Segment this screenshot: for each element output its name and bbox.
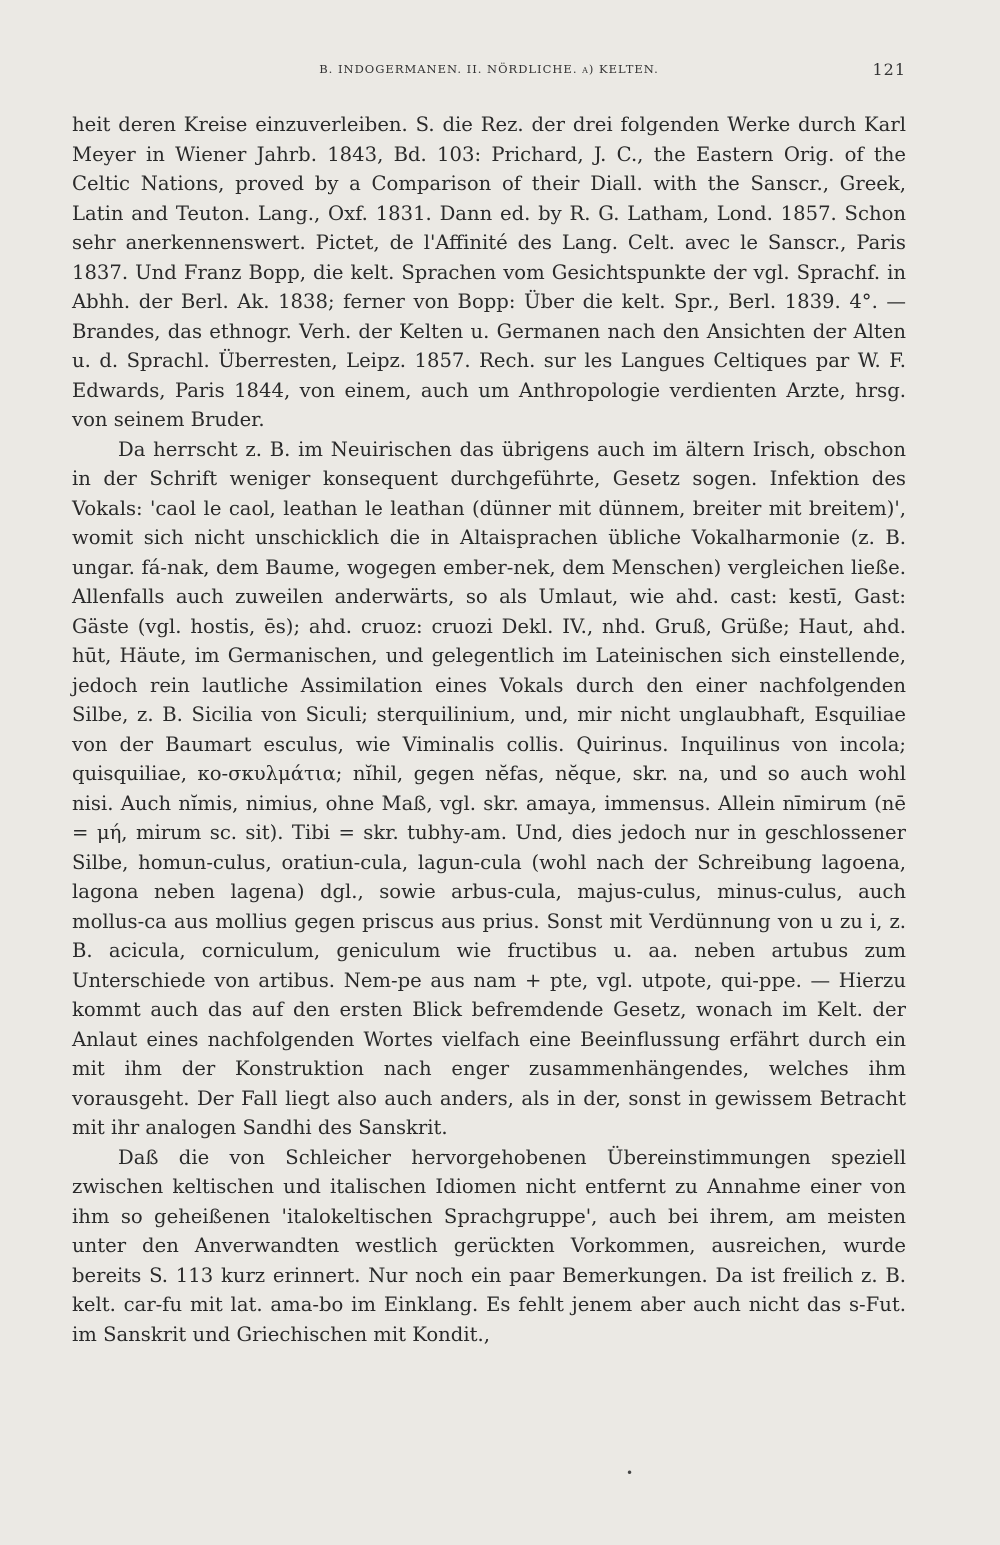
body-text [72, 110, 906, 1349]
paragraph-infektion: Da herrscht z. B. im Neuirischen das übrigens auch im ältern Irisch, obschon in der Schrift weniger konsequent durchgeführte, Gesetz sogen. Infektion des Vokals: 'caol le caol, leathan le leathan (dünner mit dünnem, breiter mit breitem)', womit sich nicht unschicklich die in Altaisprachen übliche Vokalharmonie (z. B. ungar. fá-nak, dem Baume, wogegen ember-nek, dem Menschen) vergleichen ließe. Allenfalls auch zuweilen anderwärts, so als Umlaut, wie ahd. cast: kestī, Gast: Gäste (vgl. hostis, ēs); ahd. cruoz: cruozi Dekl. IV., nhd. Gruß, Grüße; Haut, ahd. hūt, Häute, im Germanischen, und gelegentlich im Lateinischen sich einstellende, jedoch rein lautliche Assimilation eines Vokals durch den einer nachfolgenden Silbe, z. B. Sicilia von Siculi; sterquilinium, und, mir nicht unglaubhaft, Esquiliae von der Baumart esculus, wie Viminalis collis. Quirinus. Inquilinus von incola; quisquiliae, κο-σκυλμάτια; nĭhil, gegen nĕfas, nĕque, skr. na, und so auch wohl nisi. Auch nĭmis, nimius, ohne Maß, vgl. skr. amaya, immensus. Allein nīmirum (nē = μή, mirum sc. sit). Tibi = skr. tubhy-am. Und, dies jedoch nur in geschlossener Silbe, homun-culus, oratiun-cula, lagun-cula (wohl nach der Schreibung lagoena, lagona neben lagena) dgl., sowie arbus-cula, majus-culus, minus-culus, auch mollus-ca aus mollius gegen priscus aus prius. Sonst mit Verdünnung von u zu i, z. B. acicula, corniculum, geniculum wie fructibus u. aa. neben artubus zum Unterschiede von artibus. Nem-pe aus nam + pte, vgl. utpote, qui-ppe. — Hierzu kommt auch das auf den ersten Blick befremdende Gesetz, wonach im Kelt. der Anlaut eines nachfolgenden Wortes vielfach eine Beeinflussung erfährt durch ein mit ihm der Konstruktion nach enger zusammenhängendes, welches ihm vorausgeht. Der Fall liegt also auch anders, als in der, sonst in gewissem Betracht mit ihr analogen Sandhi des Sanskrit. [72, 437, 906, 1139]
page-number: 121 [872, 60, 906, 79]
running-title: B. INDOGERMANEN. II. NÖRDLICHE. a) KELTEN. [319, 62, 659, 76]
paragraph-bibliography: heit deren Kreise einzuverleiben. S. die Rez. der drei folgenden Werke durch Karl Meyer in Wiener Jahrb. 1843, Bd. 103: Prichard, J. C., the Eastern Orig. of the Celtic Nations, proved by a Comparison of their Diall. with the Sanscr., Greek, Latin and Teuton. Lang., Oxf. 1831. Dann ed. by R. G. Latham, Lond. 1857. Schon sehr anerkennenswert. Pictet, de l'Affinité des Lang. Celt. avec le Sanscr., Paris 1837. Und Franz Bopp, die kelt. Sprachen vom Gesichtspunkte der vgl. Sprachf. in Abhh. der Berl. Ak. 1838; ferner von Bopp: Über die kelt. Spr., Berl. 1839. 4°. — Brandes, das ethnogr. Verh. der Kelten u. Germanen nach den Ansichten der Alten u. d. Sprachl. Überresten, Leipz. 1857. Rech. sur les Langues Celtiques par W. F. Edwards, Paris 1844, von einem, auch um Anthropologie verdienten Arzte, hrsg. von seinem Bruder. [72, 113, 906, 431]
paragraph-schleicher: Daß die von Schleicher hervorgehobenen Übereinstimmungen speziell zwischen keltischen und italischen Idiomen nicht entfernt zu Annahme einer von ihm so geheißenen 'italokeltischen Sprachgruppe', auch bei ihrem, am meisten unter den Anverwandten westlich gerückten Vorkommen, ausreichen, wurde bereits S. 113 kurz erinnert. Nur noch ein paar Bemerkungen. Da ist freilich z. B. kelt. car-fu mit lat. ama-bo im Einklang. Es fehlt jenem aber auch nicht das s-Fut. im Sanskrit und Griechischen mit Kondit., [72, 1145, 906, 1346]
running-head [72, 62, 906, 84]
footer-mark: • [626, 1466, 634, 1480]
